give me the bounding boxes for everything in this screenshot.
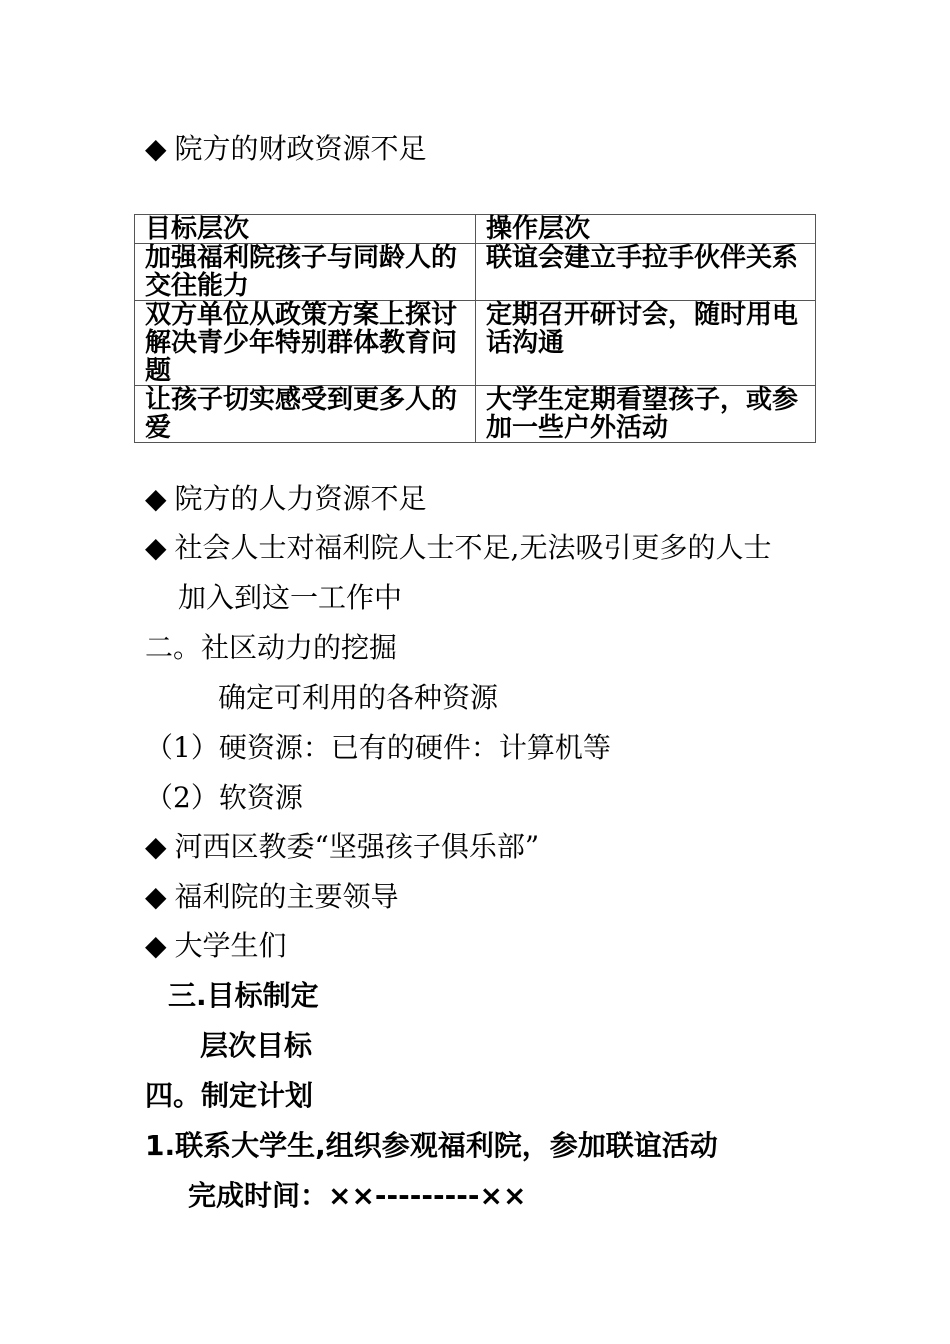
bullet-students-text: 大学生们 <box>174 929 287 962</box>
heading-four: 四。制定计划 <box>145 1079 314 1112</box>
bullet-hexi-text: 河西区教委“坚强孩子俱乐部” <box>174 830 540 863</box>
level-goals: 层次目标 <box>200 1029 313 1062</box>
bullet-finance <box>145 132 427 166</box>
bullet-leaders <box>145 880 399 914</box>
bullet-social-continuation: 加入到这一工作中 <box>178 581 403 614</box>
diamond-bullet-icon: ◆ <box>145 482 167 515</box>
bullet-human-text: 院方的人力资源不足 <box>174 482 427 515</box>
table-row <box>135 386 816 443</box>
heading-two: 二。社区动力的挖掘 <box>145 631 398 664</box>
bullet-human <box>145 482 427 516</box>
table-header-row <box>135 215 816 244</box>
goals-table <box>134 214 816 443</box>
diamond-bullet-icon: ◆ <box>145 132 167 165</box>
diamond-bullet-icon: ◆ <box>145 830 167 863</box>
bullet-social <box>145 531 771 565</box>
table-header-goal-level: 目标层次 <box>135 215 476 244</box>
table-header-operation-level: 操作层次 <box>476 215 816 244</box>
table-cell: 定期召开研讨会，随时用电话沟通 <box>476 301 816 386</box>
table-cell: 让孩子切实感受到更多人的爱 <box>135 386 476 443</box>
diamond-bullet-icon: ◆ <box>145 531 167 564</box>
diamond-bullet-icon: ◆ <box>145 880 167 913</box>
completion-time: 完成时间：××---------×× <box>188 1179 527 1212</box>
plan-item-1: 1.联系大学生,组织参观福利院，参加联谊活动 <box>145 1129 718 1162</box>
diamond-bullet-icon: ◆ <box>145 929 167 962</box>
bullet-leaders-text: 福利院的主要领导 <box>174 880 399 913</box>
bullet-students <box>145 929 287 963</box>
table-cell: 联谊会建立手拉手伙伴关系 <box>476 244 816 301</box>
table-row <box>135 301 816 386</box>
heading-three: 三.目标制定 <box>168 979 319 1012</box>
soft-resource: （2）软资源 <box>145 781 303 814</box>
bullet-finance-text: 院方的财政资源不足 <box>174 132 427 165</box>
table-cell: 双方单位从政策方案上探讨解决青少年特别群体教育问题 <box>135 301 476 386</box>
hard-resource: （1）硬资源：已有的硬件：计算机等 <box>145 731 611 764</box>
table-cell: 大学生定期看望孩子，或参加一些户外活动 <box>476 386 816 443</box>
table-row <box>135 244 816 301</box>
resources-intro: 确定可利用的各种资源 <box>218 681 499 714</box>
bullet-hexi <box>145 830 539 864</box>
table-cell: 加强福利院孩子与同龄人的交往能力 <box>135 244 476 301</box>
bullet-social-text-line1: 社会人士对福利院人士不足,无法吸引更多的人士 <box>174 531 772 564</box>
